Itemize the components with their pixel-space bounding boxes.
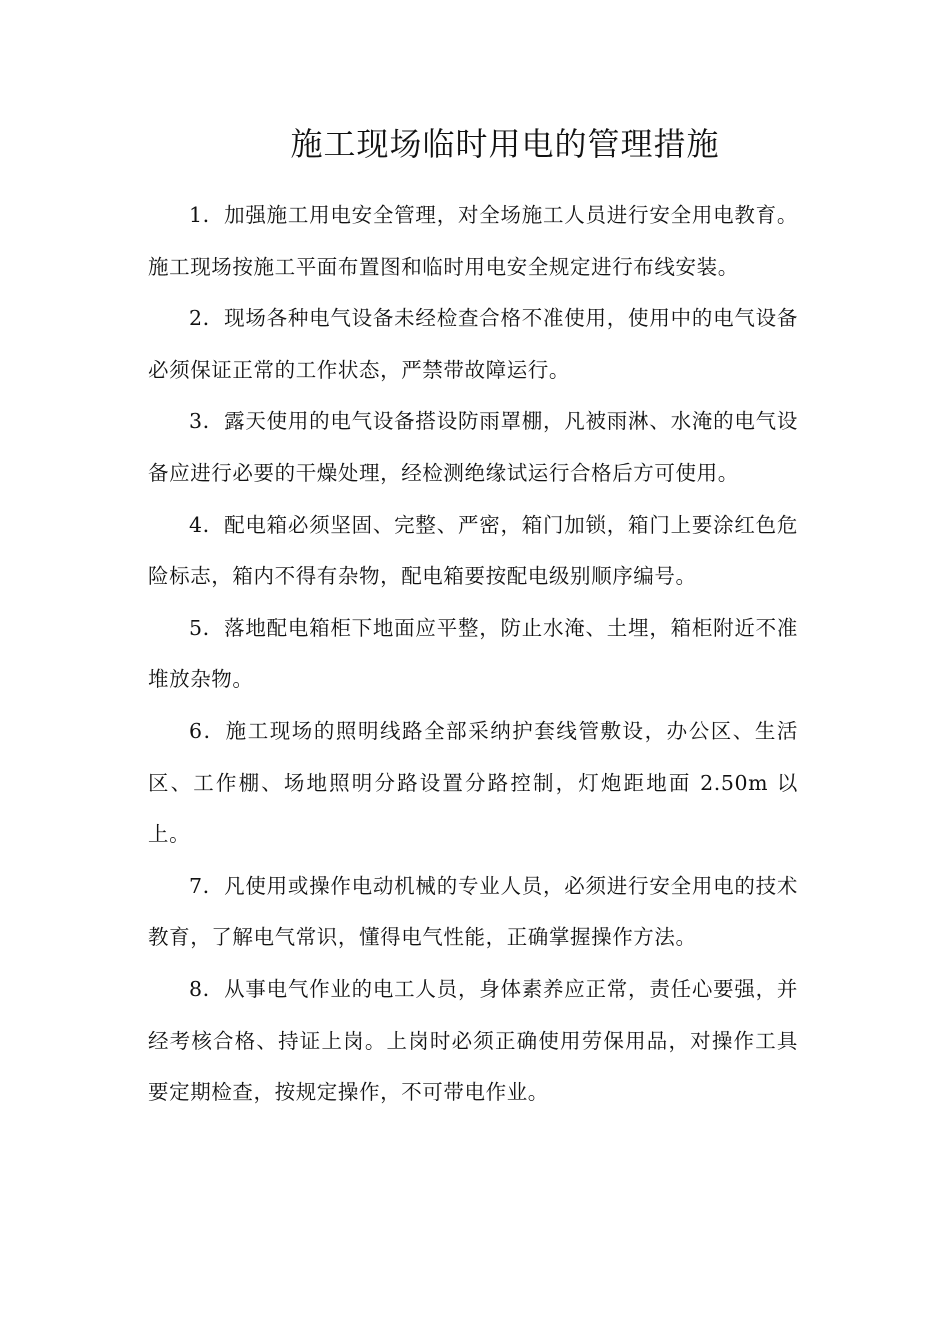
- paragraph-6: 6．施工现场的照明线路全部采纳护套线管敷设，办公区、生活区、工作棚、场地照明分路设置分路控制，灯炮距地面 2.50m 以上。: [148, 718, 798, 847]
- paragraph-3: 3．露天使用的电气设备搭设防雨罩棚，凡被雨淋、水淹的电气设备应进行必要的干燥处理，经检测绝缘试运行合格后方可使用。: [148, 409, 798, 485]
- paragraph-1: 1．加强施工用电安全管理，对全场施工人员进行安全用电教育。施工现场按施工平面布置图和临时用电安全规定进行布线安装。: [148, 203, 798, 279]
- document-title: 施工现场临时用电的管理措施: [290, 125, 720, 163]
- paragraph-5: 5．落地配电箱柜下地面应平整，防止水淹、土埋，箱柜附近不准堆放杂物。: [148, 615, 798, 692]
- paragraph-4: 4．配电箱必须坚固、完整、严密，箱门加锁，箱门上要涂红色危险标志，箱内不得有杂物，配电箱要按配电级别顺序编号。: [148, 512, 798, 589]
- paragraph-7: 7．凡使用或操作电动机械的专业人员，必须进行安全用电的技术教育，了解电气常识，懂得电气性能，正确掌握操作方法。: [148, 873, 798, 950]
- paragraph-8: 8．从事电气作业的电工人员，身体素养应正常，责任心要强，并经考核合格、持证上岗。上岗时必须正确使用劳保用品，对操作工具要定期检查，按规定操作，不可带电作业。: [148, 976, 798, 1105]
- paragraph-2: 2．现场各种电气设备未经检查合格不准使用，使用中的电气设备必须保证正常的工作状态，严禁带故障运行。: [148, 306, 798, 382]
- document-body: [148, 190, 798, 1119]
